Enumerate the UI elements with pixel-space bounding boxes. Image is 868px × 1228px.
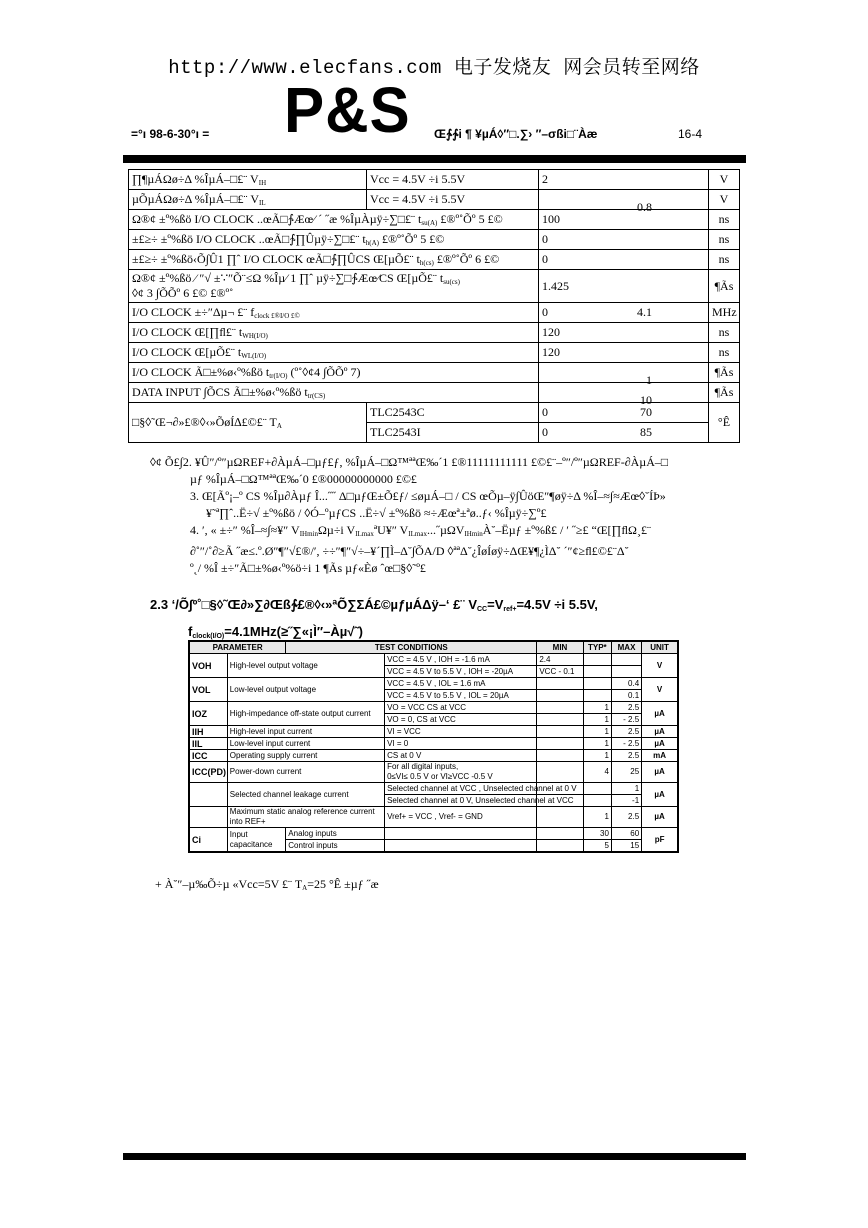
param-cell: DATA INPUT ∫ÕCS Ã□±%ø‹º%ßö $t_{tr(CS)}$ (129, 383, 539, 403)
device-cell: TLC2543I (367, 423, 539, 443)
param-cell: µÕµÁΩø÷Δ %ÎµÁ–□£¨ $V_{IL}$ (129, 190, 367, 210)
condition-cell: Vcc = 4.5V ÷i 5.5V (367, 170, 539, 190)
condition-cell: VCC = 4.5 V , IOL = 1.6 mA (385, 678, 537, 690)
max-cell: 2.5 (611, 702, 641, 714)
note-2-line-2: µƒ %ÎµÁ–□Ω™ªªŒ‰´0 £®00000000000 £©£ (190, 472, 417, 486)
param-cell: High-level input current (227, 726, 384, 738)
value-cell (539, 250, 709, 270)
max-value: 70 (640, 405, 652, 419)
table-row (129, 250, 740, 270)
subscript: tr(CS) (307, 392, 326, 400)
unit-cell: µA (642, 762, 678, 783)
subscript: su(A) (421, 219, 438, 227)
max-value: 1 (646, 372, 652, 387)
electrical-table-header (189, 641, 678, 654)
condition-cell: CS at 0 V (385, 750, 537, 762)
unit-cell: ns (709, 210, 740, 230)
electrical-table-body (189, 654, 678, 853)
min-cell (537, 702, 583, 714)
condition-cell: VCC = 4.5 V to 5.5 V , IOL = 20µA (385, 690, 537, 702)
symbol-cell: Ci (189, 828, 227, 853)
symbol-cell: IOZ (189, 702, 227, 726)
unit-cell: ¶Ãs (709, 383, 740, 403)
header-test-conditions: TEST CONDITIONS (286, 641, 537, 654)
unit-cell: ¶Ãs (709, 363, 740, 383)
unit-cell: V (709, 170, 740, 190)
value-cell (539, 190, 709, 214)
min-cell (537, 726, 583, 738)
header-typ: TYP* (583, 641, 611, 654)
param-cell: Ω®¢ ±º%ßö I/O CLOCK ..œÃ□∱Æœ⁄ ´ ˝æ %ÎµÀµÿ÷∑□£¨ $t_{su(A)}$ £®º˚Õº 5 £© (129, 210, 539, 230)
unit-cell: µA (642, 783, 678, 807)
typ-cell (583, 654, 611, 666)
min-value: 0 (542, 305, 548, 319)
min-value: 120 (542, 325, 560, 339)
note-3-line-1: 3. Œ[Ãº¡–º CS %Îµ∂Àµƒ Î...˝˝ Δ□µƒŒ±Õ£ƒ/ ≤øµÁ–□ / CS œÕµ–ÿ∫ÛöŒ″¶øÿ÷Δ %Î–≈∫≈Æœ◊˘ÍÞ» (190, 489, 666, 503)
value-cell (539, 270, 709, 303)
table-row (189, 738, 678, 750)
unit-cell: µA (642, 807, 678, 828)
typ-cell: 5 (583, 840, 611, 853)
subscript: IL (258, 199, 266, 207)
min-cell: VCC - 0.1 (537, 666, 583, 678)
min-value: 100 (542, 212, 560, 226)
typ-cell: 1 (583, 714, 611, 726)
table-row (129, 190, 740, 210)
symbol-cell: ICC(PD) (189, 762, 227, 783)
condition-cell: VO = VCC CS at VCC (385, 702, 537, 714)
param-cell: □§◊˜Œ¬∂»£®◊‹»ÕøÍ∆£©£¨ $T_A$ (129, 403, 367, 443)
min-value: 0 (542, 252, 548, 266)
param-cell: High-impedance off-state output current (227, 702, 384, 726)
max-cell: -1 (611, 795, 641, 807)
min-value: 0 (542, 405, 548, 419)
typ-cell: 1 (583, 738, 611, 750)
unit-cell: ns (709, 250, 740, 270)
unit-cell: MHz (709, 303, 740, 323)
typ-cell: 4 (583, 762, 611, 783)
table-row (129, 270, 740, 303)
table-row (129, 210, 740, 230)
min-value: 0 (542, 232, 548, 246)
unit-cell: µA (642, 726, 678, 738)
param-cell: Power-down current (227, 762, 384, 783)
typ-cell: 30 (583, 828, 611, 840)
header-parameter: PARAMETER (189, 641, 286, 654)
max-cell (611, 666, 641, 678)
value-cell (539, 323, 709, 343)
table-row (189, 654, 678, 666)
param-cell: Maximum static analog reference current into REF+ (227, 807, 384, 828)
max-cell: 2.5 (611, 750, 641, 762)
table-row (129, 323, 740, 343)
typ-cell: 1 (583, 726, 611, 738)
max-cell: 2.5 (611, 807, 641, 828)
table-row (129, 403, 740, 423)
value-cell (539, 363, 709, 387)
min-cell (537, 807, 583, 828)
notes-block (150, 454, 750, 577)
min-value: 0 (542, 425, 548, 439)
min-cell (537, 714, 583, 726)
note-4-line-1: 4. ′, « ±÷″ %Î–≈∫≈¥″ $V_{IHmin}\Omega\mu\div i$ $V_{ILmax}ªU¥''$ $V_{ILmax}...˝\mu\Omega V_{IHmin}À˘$–Ëµƒ ±º%ß£ / ′ ˝≥£ “Œ[∏ﬂΩ¸£¨ (190, 523, 651, 538)
param-cell: Low-level output voltage (227, 678, 384, 702)
min-value: 2 (542, 172, 548, 186)
condition-cell: VO = 0, CS at VCC (385, 714, 537, 726)
param-cell: ±£≥÷ ±º%ßö I/O CLOCK ..œÃ□∱∏Ûµÿ÷∑□£¨ $t_{h(A)}$ £®º˚Õº 5 £© (129, 230, 539, 250)
max-cell: 1 (611, 783, 641, 795)
table-row (129, 363, 740, 383)
bottom-rule (123, 1153, 746, 1160)
unit-cell: µA (642, 702, 678, 726)
subscript: clock £®I/O £© (254, 312, 300, 320)
table-row (129, 303, 740, 323)
subscript: h(cs) (419, 259, 434, 267)
param-cell: Input capacitance (227, 828, 285, 853)
param-cell: Selected channel leakage current (227, 783, 384, 807)
min-cell: 2.4 (537, 654, 583, 666)
value-cell (539, 230, 709, 250)
param-cell: Ω®¢ ±º%ßö ⁄ ″√ ±∵″Õ¨≤Ω %Îµ⁄ 1 ∏ˆ µÿ÷∑□∱Æœ⁄CS Œ[µÕ£¨ $t_{su(cs)}$ ◊¢ 3 ∫ÕÕº 6 £© £®º˚ (129, 270, 539, 303)
table-row (129, 343, 740, 363)
min-cell (537, 738, 583, 750)
symbol-cell: VOH (189, 654, 227, 678)
unit-cell: µA (642, 738, 678, 750)
typ-cell: 1 (583, 702, 611, 714)
condition-cell: VCC = 4.5 V , IOH = -1.6 mA (385, 654, 537, 666)
condition-cell (385, 828, 537, 840)
min-cell (537, 762, 583, 783)
typ-cell: 1 (583, 750, 611, 762)
unit-cell: ¶Ãs (709, 270, 740, 303)
header-title: Œ∱∱i ¶ ¥µÁ◊″□.∑› ″–σßi□¨Àæ (434, 127, 598, 141)
value-cell (539, 170, 709, 190)
unit-cell: V (709, 190, 740, 210)
param-cell: I/O CLOCK Ã□±%ø‹º%ßö $t_{tr(I/O)}$ (º˚◊¢4 ∫ÕÕº 7) (129, 363, 539, 383)
top-rule (123, 155, 746, 163)
header-max: MAX (611, 641, 641, 654)
note-3-line-2: ¥˜ª∏ˆ..Ë÷√ ±º%ßö / ◊Ó–ºµƒCS ..Ë÷√ ±º%ßö ≈÷Æœª±ªø..ƒ‹ %Îµÿ÷∑º£ (206, 506, 547, 520)
unit-cell: V (642, 654, 678, 678)
condition-cell: Selected channel at 0 V, Unselected channel at VCC (385, 795, 537, 807)
min-value: 120 (542, 345, 560, 359)
max-cell: 60 (611, 828, 641, 840)
condition-cell: Vref+ = VCC , Vref- = GND (385, 807, 537, 828)
table-row (189, 783, 678, 795)
condition-cell: Selected channel at VCC , Unselected channel at 0 V (385, 783, 537, 795)
param-cell: I/O CLOCK Œ[∏ﬂ£¨ $t_{WH(I/O)}$ (129, 323, 539, 343)
max-value: 10 (640, 392, 652, 407)
min-cell (537, 690, 583, 702)
typ-cell (583, 795, 611, 807)
note-2-line-1: ◊¢ Õ£∫2. ¥Û″/º″µΩREF+∂ÀµÁ–□µƒ£ƒ, %ÎµÁ–□Ω™ªªŒ‰´1 £®11111111111 £©£¨–º″/º″µΩREF-∂ÀµÁ–□ (150, 455, 669, 469)
symbol-cell: IIL (189, 738, 227, 750)
param-cell: I/O CLOCK Œ[µÕ£¨ $t_{WL(I/O)}$ (129, 343, 539, 363)
electrical-table (188, 640, 679, 853)
unit-cell: pF (642, 828, 678, 853)
typ-cell: 1 (583, 807, 611, 828)
symbol-cell: ICC (189, 750, 227, 762)
condition-cell: Vcc = 4.5V ÷i 5.5V (367, 190, 539, 210)
subscript: h(A) (365, 239, 379, 247)
symbol-cell (189, 807, 227, 828)
param-cell: Low-level input current (227, 738, 384, 750)
subscript: WH(I/O) (242, 332, 268, 340)
typ-cell (583, 666, 611, 678)
table-row (189, 762, 678, 783)
page-number: 16-4 (678, 127, 703, 141)
table-row (129, 383, 740, 403)
max-cell (611, 654, 641, 666)
max-cell: 25 (611, 762, 641, 783)
max-cell: - 2.5 (611, 714, 641, 726)
param-cell: Operating supply current (227, 750, 384, 762)
subscript: IH (258, 179, 267, 187)
max-value: 0.8 (637, 199, 652, 214)
min-cell (537, 840, 583, 853)
param-cell: ±£≥÷ ±º%ßö‹Õ∫Û1 ∏ˆ I/O CLOCK œÃ□∱∏ÛCS Œ[µÕ£¨ $t_{h(cs)}$ £®º˚Õº 6 £© (129, 250, 539, 270)
value-cell (539, 383, 709, 407)
note-4-line-2: ∂˚″/˚∂≥Ã ˝æ≤.º.Ø″¶″√£®/′, ÷÷″¶″√÷–¥´∏Ì–Δ˘∫ÕA/D ◊ªªΔ˘¿ÎøÍøÿ÷ΔŒ¥¶¿ÌΔ˘ ´″¢≥ﬂ£©£¨Δ˘ (190, 544, 629, 558)
sub-param-cell: Analog inputs (286, 828, 385, 840)
unit-cell: ns (709, 323, 740, 343)
subscript: WL(I/O) (241, 352, 267, 360)
subscript: A (276, 422, 282, 430)
max-cell: 0.1 (611, 690, 641, 702)
symbol-cell: VOL (189, 678, 227, 702)
table-row (189, 807, 678, 828)
min-cell (537, 678, 583, 690)
max-cell: - 2.5 (611, 738, 641, 750)
table-row (129, 170, 740, 190)
symbol-cell: IIH (189, 726, 227, 738)
unit-cell: V (642, 678, 678, 702)
table-row (189, 678, 678, 690)
table-row (189, 702, 678, 714)
unit-cell: °Ê (709, 403, 740, 443)
condition-cell: For all digital inputs, 0≤VI≤ 0.5 V or VI≥VCC -0.5 V (385, 762, 537, 783)
device-cell: TLC2543C (367, 403, 539, 423)
header-min: MIN (537, 641, 583, 654)
typ-cell (583, 783, 611, 795)
param-cell: High-level output voltage (227, 654, 384, 678)
header-date: =°ı 98-6-30°ı = (131, 127, 210, 141)
max-value: 4.1 (637, 305, 652, 319)
table-row (189, 726, 678, 738)
max-cell: 15 (611, 840, 641, 853)
typ-cell (583, 678, 611, 690)
subscript: su(cs) (443, 278, 460, 286)
symbol-cell (189, 783, 227, 807)
unit-cell: ns (709, 230, 740, 250)
table-row (189, 750, 678, 762)
max-value: 85 (640, 425, 652, 439)
header-unit: UNIT (642, 641, 678, 654)
unit-cell: ns (709, 343, 740, 363)
timing-table-body (129, 170, 740, 443)
condition-cell: VCC = 4.5 V to 5.5 V , IOH = -20µA (385, 666, 537, 678)
condition-cell: VI = 0 (385, 738, 537, 750)
sub-param-cell: Control inputs (286, 840, 385, 853)
note-4-line-3: º˛/ %Î ±÷″Ã□±%ø‹º%ö÷i 1 ¶Ãs µƒ«Èø ˆœ□§◊˜º£ (190, 561, 426, 575)
condition-cell: VI = VCC (385, 726, 537, 738)
value-cell (539, 343, 709, 363)
condition-cell (385, 840, 537, 853)
table-row (189, 828, 678, 840)
table-row (129, 230, 740, 250)
timing-table (128, 169, 740, 443)
value-cell (539, 210, 709, 230)
min-cell (537, 828, 583, 840)
site-banner: http://www.elecfans.com 电子发烧友 网会员转至网络 (168, 57, 700, 79)
unit-cell: mA (642, 750, 678, 762)
subscript: tr(I/O) (269, 372, 288, 380)
param-cell: I/O CLOCK ±÷″Δµ¬ £¨ $f_{clock £®I/O £©}$ (129, 303, 539, 323)
footer-note: + À˘″–µ‰Õ÷µ «Vcc=5V £¨ $T_A=25$ °Ê ±µƒ ˝æ (155, 877, 379, 892)
min-value: 1.425 (542, 278, 569, 293)
max-cell: 0.4 (611, 678, 641, 690)
max-cell: 2.5 (611, 726, 641, 738)
value-cell (539, 403, 709, 423)
section-heading: 2.3 ‘/Õ∫º˚□§◊˜Œ∂»∑∂Œß∱£®◊‹»ªÕ∑ΣÁ£©µƒµÁΔÿ–‘ £¨ $V_{CC}=V_{ref+}=4.5V \div i$ 5.5V, $f_{clock(I/O)}=4.1MHz(\ge˝\sum«¡Ì''-À\mu√˜)$ (150, 597, 598, 640)
brand-logo: P&S (284, 74, 411, 146)
param-cell: ∏¶µÁΩø÷Δ %ÎµÁ–□£¨ $V_{IH}$ (129, 170, 367, 190)
value-cell (539, 423, 709, 443)
value-cell (539, 303, 709, 323)
min-cell (537, 750, 583, 762)
typ-cell (583, 690, 611, 702)
